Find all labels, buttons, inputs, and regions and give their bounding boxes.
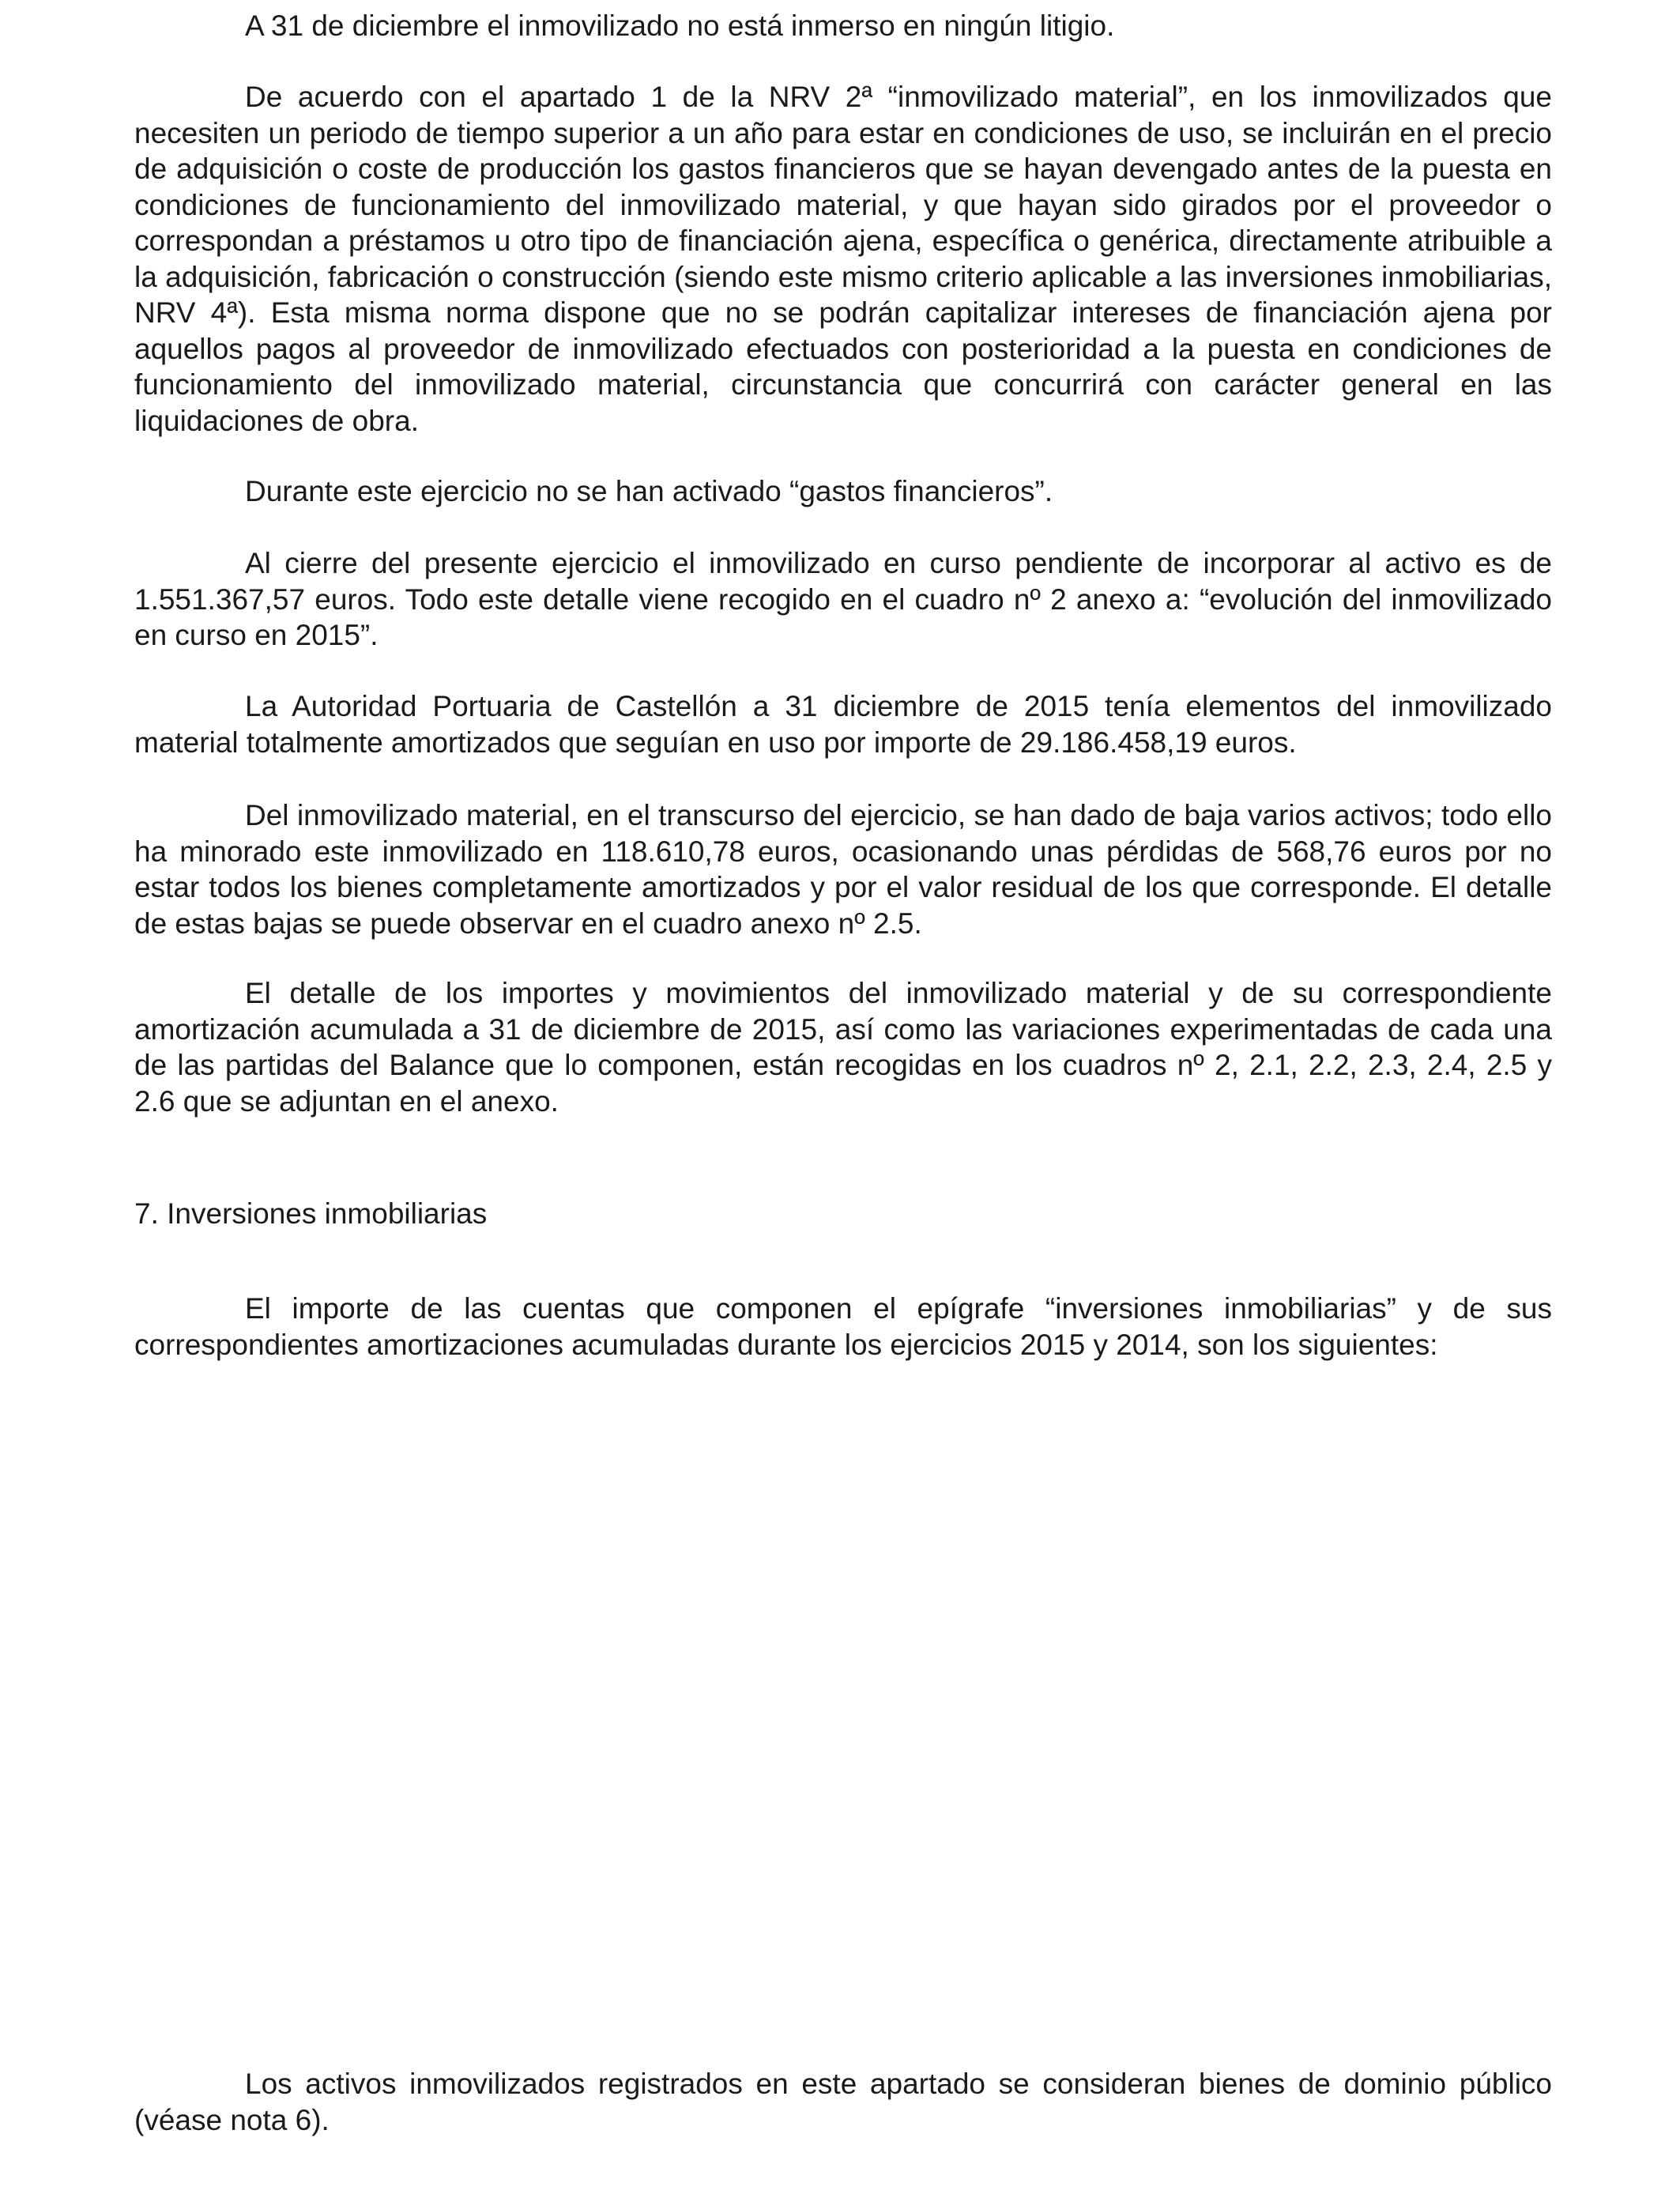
section-heading: 7. Inversiones inmobiliarias (134, 1197, 488, 1230)
paragraph-totalmente-amortizados: La Autoridad Portuaria de Castellón a 31 diciembre de 2015 tenía elementos del inmovilizado material totalmente amortizados que seguían en uso por importe de 29.186.458,19 euros. (134, 690, 1552, 759)
paragraph-nrv-gastos-financieros: De acuerdo con el apartado 1 de la NRV 2ª “inmovilizado material”, en los inmovilizados que necesiten un periodo de tiempo superior a un año para estar en condiciones de uso, se incluirán en el precio de adquisición o coste de producción los gastos financieros que se hayan devengado antes de la puesta en condiciones de funcionamiento del inmovilizado material, y que hayan sido girados por el proveedor o correspondan a préstamos u otro tipo de financiación ajena, específica o genérica, directamente atribuible a la adquisición, fabricación o construcción (siendo este mismo criterio aplicable a las inversiones inmobiliarias, NRV 4ª). Esta misma norma dispone que no se podrán capitalizar intereses de financiación ajena por aquellos pagos al proveedor de inmovilizado efectuados con posterioridad a la puesta en condiciones de funcionamiento del inmovilizado material, circunstancia que concurrirá con carácter general en las liquidaciones de obra. (134, 81, 1552, 437)
paragraph-gastos-activados: Durante este ejercicio no se han activado “gastos financieros”. (245, 475, 1053, 507)
paragraph-dominio-publico: Los activos inmovilizados registrados en este apartado se consideran bienes de dominio público (véase nota 6). (134, 2068, 1552, 2136)
paragraph-litigio: A 31 de diciembre el inmovilizado no está inmerso en ningún litigio. (245, 9, 1115, 42)
paragraph-bajas: Del inmovilizado material, en el transcurso del ejercicio, se han dado de baja varios activos; todo ello ha minorado este inmovilizado en 118.610,78 euros, ocasionando unas pérdidas de 568,76 euros por no estar todos los bienes completamente amortizados y por el valor residual de los que corresponde. El detalle de estas bajas se puede observar en el cuadro anexo nº 2.5. (134, 799, 1552, 940)
paragraph-inversiones-intro: El importe de las cuentas que componen el epígrafe “inversiones inmobiliarias” y de sus correspondientes amortizaciones acumuladas durante los ejercicios 2015 y 2014, son los siguientes: (134, 1292, 1552, 1361)
paragraph-inmovilizado-en-curso: Al cierre del presente ejercicio el inmovilizado en curso pendiente de incorporar al activo es de 1.551.367,57 euros. Todo este detalle viene recogido en el cuadro nº 2 anexo a: “evolución del inmovilizado en curso en 2015”. (134, 547, 1552, 651)
paragraph-detalle-importes: El detalle de los importes y movimientos del inmovilizado material y de su correspondiente amortización acumulada a 31 de diciembre de 2015, así como las variaciones experimentadas de cada una de las partidas del Balance que lo componen, están recogidas en los cuadros nº 2, 2.1, 2.2, 2.3, 2.4, 2.5 y 2.6 que se adjuntan en el anexo. (134, 977, 1552, 1118)
